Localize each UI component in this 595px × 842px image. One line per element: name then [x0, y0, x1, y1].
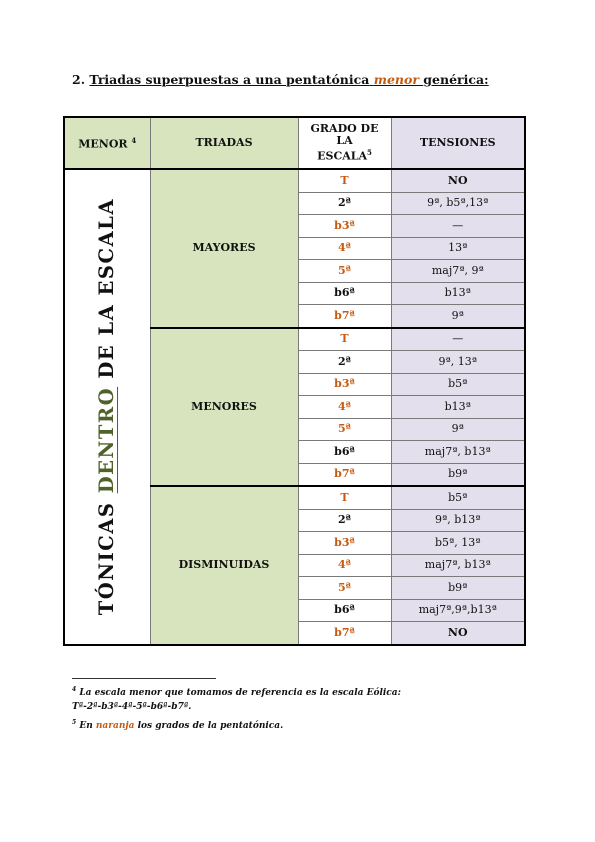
scale-degree: T — [298, 328, 391, 351]
scale-degree: 4ª — [298, 396, 391, 419]
tension-cell: 9ª — [391, 418, 525, 441]
scale-degree: 2ª — [298, 192, 391, 215]
header-grado-line3: ESCALA — [317, 149, 367, 163]
scale-degree: 4ª — [298, 237, 391, 260]
tension-cell: maj7ª, 9ª — [391, 260, 525, 283]
header-triadas-text: TRIADAS — [195, 136, 253, 149]
tension-cell: 9ª, 13ª — [391, 351, 525, 374]
triad-group-name: DISMINUIDAS — [150, 486, 298, 645]
scale-degree: 4ª — [298, 554, 391, 577]
footnote-5-highlight: naranja — [95, 721, 135, 731]
footnote-5-mark: 5 — [72, 719, 77, 726]
header-menor-text: MENOR — [78, 137, 128, 151]
footnote-4 — [72, 686, 401, 698]
footnote-5-after: los grados de la pentatónica. — [137, 721, 284, 731]
scale-degree: 5ª — [298, 418, 391, 441]
side-label-cell — [64, 169, 150, 645]
side-label — [95, 198, 119, 616]
side-label-before: TÓNICAS — [95, 501, 119, 616]
scale-degree: b6ª — [298, 599, 391, 622]
header-tensiones — [391, 117, 525, 169]
tension-cell: — — [391, 328, 525, 351]
tension-cell: 9ª — [391, 305, 525, 328]
scale-degree: b7ª — [298, 463, 391, 486]
header-tensiones-text: TENSIONES — [419, 136, 496, 149]
triads-table — [63, 116, 526, 646]
tension-cell: maj7ª, b13ª — [391, 554, 525, 577]
footnote-4-text: La escala menor que tomamos de referencia es la escala Eólica: — [79, 688, 401, 698]
tension-cell: 9ª, b5ª,13ª — [391, 192, 525, 215]
header-triadas — [150, 117, 298, 169]
tension-cell: NO — [391, 622, 525, 645]
heading-text-before: Triadas superpuestas a una pentatónica — [89, 72, 370, 87]
section-heading — [72, 72, 489, 87]
tension-cell: b13ª — [391, 282, 525, 305]
scale-degree: 5ª — [298, 260, 391, 283]
scale-degree: 2ª — [298, 509, 391, 532]
tension-cell: b5ª — [391, 486, 525, 509]
scale-degree: b6ª — [298, 282, 391, 305]
footnote-4-mark: 4 — [72, 686, 77, 693]
footnote-separator — [72, 678, 216, 679]
header-grado-line1: GRADO DE — [310, 122, 379, 136]
side-label-highlight: DENTRO — [95, 387, 119, 494]
tension-cell: b9ª — [391, 463, 525, 486]
header-grado-line2: LA — [336, 134, 353, 148]
header-grado-sup: 5 — [367, 148, 372, 158]
scale-degree: b3ª — [298, 373, 391, 396]
heading-highlight: menor — [373, 72, 419, 87]
header-row — [64, 117, 525, 169]
header-menor-sup: 4 — [131, 136, 137, 146]
tension-cell: 9ª, b13ª — [391, 509, 525, 532]
scale-degree: b3ª — [298, 532, 391, 555]
tension-cell: NO — [391, 169, 525, 192]
tension-cell: b13ª — [391, 396, 525, 419]
heading-text-after: genérica: — [423, 72, 489, 87]
scale-degree: b6ª — [298, 441, 391, 464]
scale-degree: b3ª — [298, 215, 391, 238]
triad-group-name: MENORES — [150, 328, 298, 487]
header-grado — [298, 117, 391, 169]
header-menor — [64, 117, 150, 169]
tension-cell: 13ª — [391, 237, 525, 260]
heading-number: 2. — [72, 72, 86, 87]
scale-degree: 2ª — [298, 351, 391, 374]
scale-degree: T — [298, 486, 391, 509]
scale-degree: b7ª — [298, 305, 391, 328]
tension-cell: — — [391, 215, 525, 238]
tension-cell: maj7ª, b13ª — [391, 441, 525, 464]
tension-cell: b5ª — [391, 373, 525, 396]
heading-title — [89, 72, 488, 87]
side-label-after: DE LA ESCALA — [95, 198, 119, 379]
scale-degree: T — [298, 169, 391, 192]
tension-cell: maj7ª,9ª,b13ª — [391, 599, 525, 622]
tension-cell: b5ª, 13ª — [391, 532, 525, 555]
footnote-4-scale: Tª-2ª-b3ª-4ª-5ª-b6ª-b7ª. — [72, 702, 192, 712]
triad-group-name: MAYORES — [150, 169, 298, 328]
scale-degree: b7ª — [298, 622, 391, 645]
table-row — [64, 169, 525, 192]
scale-degree: 5ª — [298, 577, 391, 600]
tension-cell: b9ª — [391, 577, 525, 600]
footnote-5 — [72, 719, 283, 731]
footnote-5-before: En — [79, 721, 93, 731]
